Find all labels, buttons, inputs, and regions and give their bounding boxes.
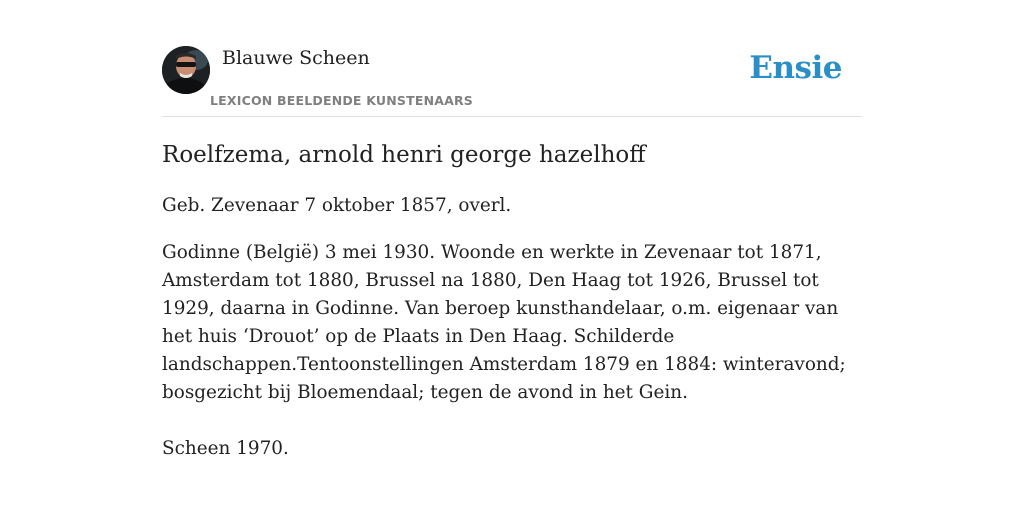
- article-paragraph-source: Scheen 1970.: [162, 438, 289, 459]
- header: [162, 46, 862, 117]
- ensie-logo[interactable]: Ensie: [749, 50, 842, 86]
- article-paragraph-birth: Geb. Zevenaar 7 oktober 1857, overl.: [162, 195, 512, 216]
- collection-label[interactable]: LEXICON BEELDENDE KUNSTENAARS: [210, 93, 474, 108]
- article-paragraph-biography: Godinne (België) 3 mei 1930. Woonde en werkte in Zevenaar tot 1871, Amsterdam tot 1880, Brussel na 1880, Den Haag tot 1926, Brussel tot 1929, daarna in Godinne. Van beroep kunsthandelaar, o.m. eigenaar van het huis ‘Drouot’ op de Plaats in Den Haag. Schilderde landschappen.Tentoonstellingen Amsterdam 1879 en 1884: winteravond; bosgezicht bij Bloemendaal; tegen de avond in het Gein.: [162, 242, 846, 403]
- person-avatar-icon: [162, 46, 210, 94]
- article-title: Roelfzema, arnold henri george hazelhoff: [162, 142, 646, 168]
- author-name[interactable]: Blauwe Scheen: [222, 47, 370, 69]
- author-avatar[interactable]: [162, 46, 210, 94]
